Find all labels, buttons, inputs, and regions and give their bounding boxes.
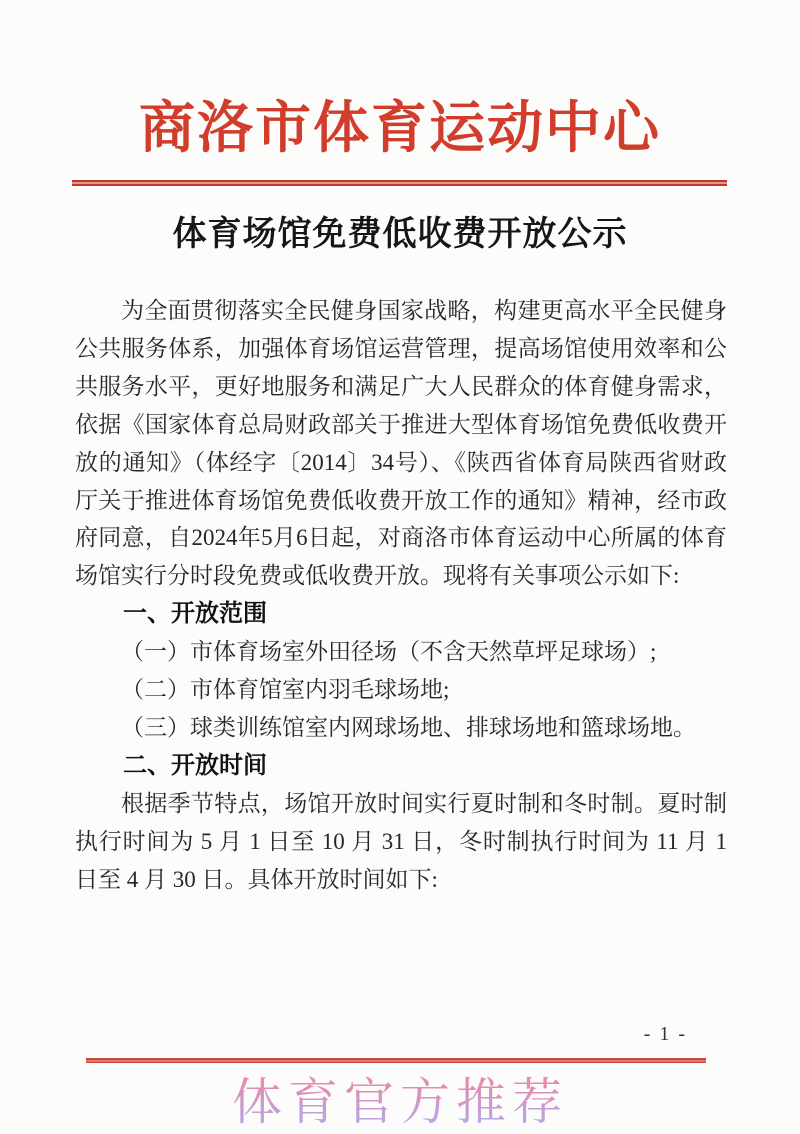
paragraph-line: 根据季节特点，场馆开放时间实行夏时制和冬时制。夏时制 <box>121 790 727 816</box>
watermark-text: 体育官方推荐 <box>0 1062 800 1134</box>
paragraph-line: 依据《国家体育总局财政部关于推进大型体育场馆免费低收费开 <box>75 411 727 437</box>
paragraph-line: 执行时间为 5 月 1 日至 10 月 31 日，冬时制执行时间为 11 月 1 <box>75 828 727 854</box>
list-item: （二）市体育馆室内羽毛球场地; <box>121 677 450 703</box>
list-item: （三）球类训练馆室内网球场地、排球场地和篮球场地。 <box>121 714 696 740</box>
paragraph-line: 放的通知》（体经字〔2014〕34号）、《陕西省体育局陕西省财政 <box>75 449 727 475</box>
page-number: - 1 - <box>643 1023 687 1045</box>
section-heading-hours: 二、开放时间 <box>123 751 267 779</box>
paragraph-line: 府同意，自2024年5月6日起，对商洛市体育运动中心所属的体育 <box>75 525 727 551</box>
paragraph-line: 为全面贯彻落实全民健身国家战略，构建更高水平全民健身 <box>121 298 727 323</box>
document-body <box>75 292 727 899</box>
footer-divider <box>86 1058 706 1063</box>
document-title: 体育场馆免费低收费开放公示 <box>172 216 628 253</box>
paragraph-line: 日至 4 月 30 日。具体开放时间如下: <box>75 866 438 892</box>
paragraph-line: 共服务水平，更好地服务和满足广大人民群众的体育健身需求， <box>75 373 727 399</box>
letterhead-divider <box>72 180 727 186</box>
section-heading-scope: 一、开放范围 <box>123 600 267 628</box>
list-item: （一）市体育场室外田径场（不含天然草坪足球场）; <box>121 639 657 665</box>
letterhead-title: 商洛市体育运动中心 <box>139 98 661 160</box>
paragraph-line: 厅关于推进体育场馆免费低收费开放工作的通知》精神，经市政 <box>75 487 727 513</box>
paragraph-line: 场馆实行分时段免费或低收费开放。现将有关事项公示如下: <box>75 563 680 589</box>
paragraph-line: 公共服务体系，加强体育场馆运营管理，提高场馆使用效率和公 <box>75 335 727 361</box>
